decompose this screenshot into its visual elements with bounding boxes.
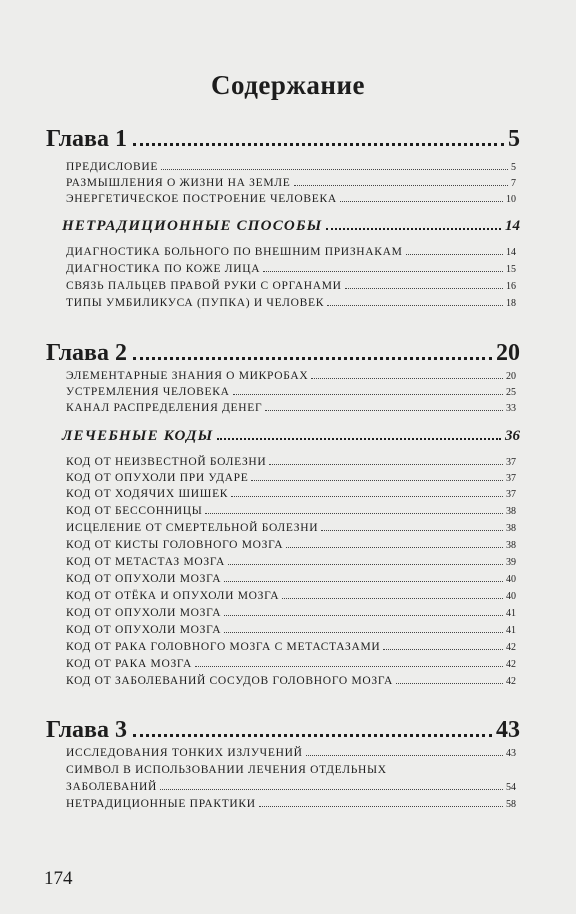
entry-page: 40 xyxy=(506,574,516,585)
toc-entry xyxy=(66,488,516,500)
toc-entry xyxy=(66,177,516,189)
toc-entry xyxy=(66,798,516,810)
entry-page: 43 xyxy=(506,748,516,759)
entry-label: ДИАГНОСТИКА ПО КОЖЕ ЛИЦА xyxy=(66,263,261,275)
toc-entry xyxy=(66,280,516,292)
dot-leader xyxy=(233,394,503,395)
entry-label: ДИАГНОСТИКА БОЛЬНОГО ПО ВНЕШНИМ ПРИЗНАКАМ xyxy=(66,246,403,258)
entry-label: ПРЕДИСЛОВИЕ xyxy=(66,161,159,173)
section-label: НЕТРАДИЦИОННЫЕ СПОСОБЫ xyxy=(62,218,323,234)
entry-page: 39 xyxy=(506,557,516,568)
entry-page: 18 xyxy=(506,298,516,309)
entry-page: 14 xyxy=(506,247,516,258)
toc-entry xyxy=(66,246,516,258)
entry-page: 38 xyxy=(506,506,516,517)
dot-leader xyxy=(269,464,503,465)
entry-label: КАНАЛ РАСПРЕДЕЛЕНИЯ ДЕНЕГ xyxy=(66,402,263,414)
toc-entry xyxy=(66,573,516,585)
entry-page: 37 xyxy=(506,473,516,484)
entry-label: КОД ОТ БЕССОННИЦЫ xyxy=(66,505,203,517)
dot-leader xyxy=(282,598,503,599)
dot-leader xyxy=(133,143,504,146)
toc-entry xyxy=(66,641,516,653)
dot-leader xyxy=(306,755,503,756)
toc-entry xyxy=(66,607,516,619)
dot-leader xyxy=(340,201,503,202)
entry-page: 38 xyxy=(506,523,516,534)
section-entry xyxy=(62,428,520,445)
section-page: 14 xyxy=(505,218,520,234)
toc-entry xyxy=(66,675,516,687)
entry-page: 25 xyxy=(506,387,516,398)
toc-entry xyxy=(66,747,516,759)
dot-leader xyxy=(326,228,501,230)
dot-leader xyxy=(251,480,503,481)
chapter-page: 20 xyxy=(496,340,520,366)
entry-label: КОД ОТ ЗАБОЛЕВАНИЙ СОСУДОВ ГОЛОВНОГО МОЗГА xyxy=(66,675,393,687)
toc-entry xyxy=(66,472,516,484)
toc-entry xyxy=(66,370,516,382)
dot-leader xyxy=(217,438,501,440)
dot-leader xyxy=(263,271,503,272)
entry-page: 58 xyxy=(506,799,516,810)
entry-label: УСТРЕМЛЕНИЯ ЧЕЛОВЕКА xyxy=(66,386,230,398)
entry-label: РАЗМЫШЛЕНИЯ О ЖИЗНИ НА ЗЕМЛЕ xyxy=(66,177,291,189)
dot-leader xyxy=(383,649,503,650)
entry-page: 10 xyxy=(506,194,516,205)
entry-page: 41 xyxy=(506,608,516,619)
toc-entry xyxy=(66,522,516,534)
dot-leader xyxy=(311,378,503,379)
entry-label: ИССЛЕДОВАНИЯ ТОНКИХ ИЗЛУЧЕНИЙ xyxy=(66,747,303,759)
toc-entry xyxy=(66,590,516,602)
toc-entry xyxy=(66,456,516,468)
entry-label: КОД ОТ КИСТЫ ГОЛОВНОГО МОЗГА xyxy=(66,539,284,551)
entry-page: 37 xyxy=(506,457,516,468)
entry-page: 15 xyxy=(506,264,516,275)
dot-leader xyxy=(133,734,492,737)
toc-entry xyxy=(66,781,516,793)
dot-leader xyxy=(265,410,503,411)
toc-entry xyxy=(66,386,516,398)
entry-label: ЭНЕРГЕТИЧЕСКОЕ ПОСТРОЕНИЕ ЧЕЛОВЕКА xyxy=(66,193,337,205)
entry-label: СВЯЗЬ ПАЛЬЦЕВ ПРАВОЙ РУКИ С ОРГАНАМИ xyxy=(66,280,342,292)
toc-entry xyxy=(66,556,516,568)
entry-label: КОД ОТ МЕТАСТАЗ МОЗГА xyxy=(66,556,225,568)
dot-leader xyxy=(224,632,503,633)
entry-label: КОД ОТ ОТЁКА И ОПУХОЛИ МОЗГА xyxy=(66,590,280,602)
chapter-label: Глава 1 xyxy=(46,126,127,152)
entry-label: НЕТРАДИЦИОННЫЕ ПРАКТИКИ xyxy=(66,798,256,810)
toc-entry xyxy=(66,505,516,517)
dot-leader xyxy=(327,305,503,306)
chapter-label: Глава 3 xyxy=(46,717,127,743)
entry-label: КОД ОТ ОПУХОЛИ ПРИ УДАРЕ xyxy=(66,472,249,484)
dot-leader xyxy=(224,615,503,616)
entry-page: 41 xyxy=(506,625,516,636)
entry-page: 54 xyxy=(506,782,516,793)
page-title: Содержание xyxy=(210,70,366,100)
entry-page: 7 xyxy=(511,178,516,189)
entry-label: ТИПЫ УМБИЛИКУСА (ПУПКА) И ЧЕЛОВЕК xyxy=(66,297,325,309)
dot-leader xyxy=(224,581,503,582)
chapter-1-entry xyxy=(46,126,520,153)
dot-leader xyxy=(259,806,503,807)
entry-page: 40 xyxy=(506,591,516,602)
entry-page: 38 xyxy=(506,540,516,551)
page-number: 174 xyxy=(44,868,73,889)
toc-entry xyxy=(66,263,516,275)
dot-leader xyxy=(231,496,503,497)
section-entry xyxy=(62,218,520,235)
dot-leader xyxy=(294,185,509,186)
dot-leader xyxy=(161,169,508,170)
entry-label: КОД ОТ НЕИЗВЕСТНОЙ БОЛЕЗНИ xyxy=(66,456,267,468)
entry-label-line1: СИМВОЛ В ИСПОЛЬЗОВАНИИ ЛЕЧЕНИЯ ОТДЕЛЬНЫХ xyxy=(66,764,387,776)
toc-entry xyxy=(66,161,516,173)
entry-label-line2: ЗАБОЛЕВАНИЙ xyxy=(66,781,158,793)
dot-leader xyxy=(286,547,503,548)
chapter-page: 5 xyxy=(508,126,520,152)
entry-page: 42 xyxy=(506,659,516,670)
chapter-3-entry xyxy=(46,717,520,744)
toc-entry xyxy=(66,539,516,551)
entry-page: 33 xyxy=(506,403,516,414)
entry-page: 16 xyxy=(506,281,516,292)
toc-entry xyxy=(66,297,516,309)
dot-leader xyxy=(195,666,503,667)
section-label: ЛЕЧЕБНЫЕ КОДЫ xyxy=(62,428,214,444)
entry-page: 20 xyxy=(506,371,516,382)
entry-page: 37 xyxy=(506,489,516,500)
chapter-2-entry xyxy=(46,340,520,367)
dot-leader xyxy=(160,789,503,790)
entry-label: КОД ОТ ХОДЯЧИХ ШИШЕК xyxy=(66,488,229,500)
entry-label: ЭЛЕМЕНТАРНЫЕ ЗНАНИЯ О МИКРОБАХ xyxy=(66,370,309,382)
toc-entry xyxy=(66,193,516,205)
entry-label: КОД ОТ РАКА МОЗГА xyxy=(66,658,193,670)
dot-leader xyxy=(345,288,503,289)
dot-leader xyxy=(396,683,503,684)
toc-entry xyxy=(66,658,516,670)
entry-page: 5 xyxy=(511,162,516,173)
entry-label: КОД ОТ ОПУХОЛИ МОЗГА xyxy=(66,607,222,619)
entry-label: КОД ОТ РАКА ГОЛОВНОГО МОЗГА С МЕТАСТАЗАМИ xyxy=(66,641,381,653)
dot-leader xyxy=(205,513,503,514)
entry-page: 42 xyxy=(506,642,516,653)
chapter-page: 43 xyxy=(496,717,520,743)
dot-leader xyxy=(406,254,503,255)
entry-page: 42 xyxy=(506,676,516,687)
entry-label: КОД ОТ ОПУХОЛИ МОЗГА xyxy=(66,573,222,585)
dot-leader xyxy=(321,530,503,531)
toc-entry xyxy=(66,624,516,636)
dot-leader xyxy=(228,564,503,565)
section-page: 36 xyxy=(505,428,520,444)
entry-label: КОД ОТ ОПУХОЛИ МОЗГА xyxy=(66,624,222,636)
dot-leader xyxy=(133,357,492,360)
toc-entry xyxy=(66,402,516,414)
entry-label: ИСЦЕЛЕНИЕ ОТ СМЕРТЕЛЬНОЙ БОЛЕЗНИ xyxy=(66,522,319,534)
chapter-label: Глава 2 xyxy=(46,340,127,366)
